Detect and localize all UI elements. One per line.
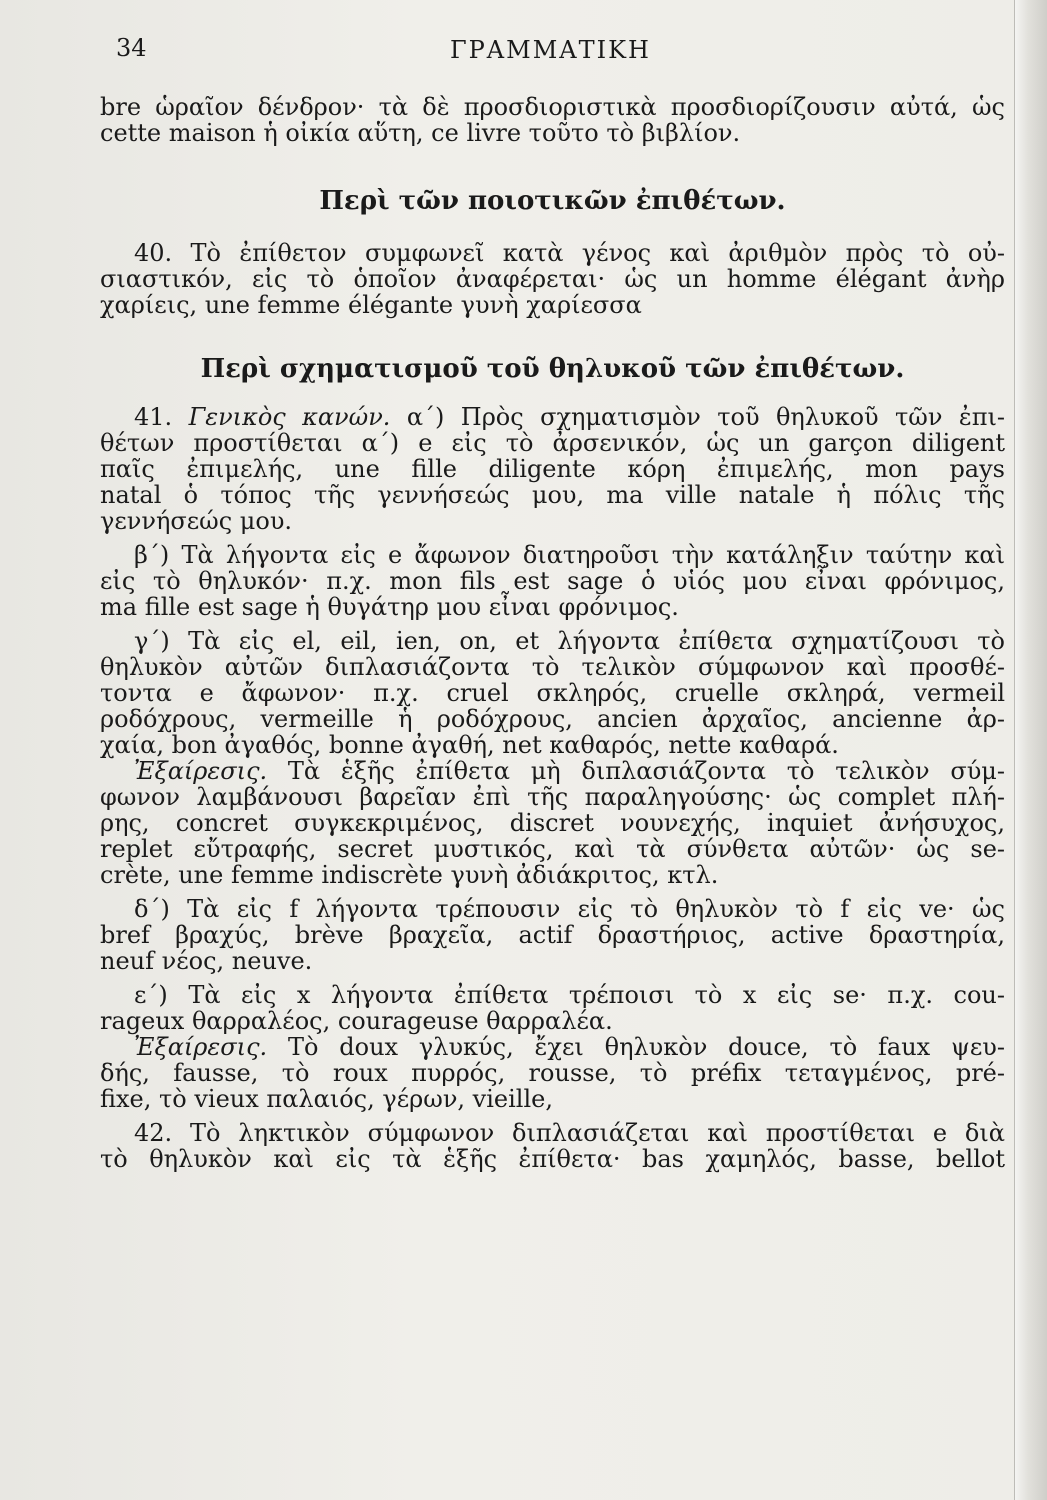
text-line [100,1034,1005,1060]
text-line [100,508,1005,534]
line-text: θηλυκὸν αὐτῶν διπλασιάζοντα τὸ τελικὸν σύμφωνον καὶ προσθέ- [100,653,1005,681]
line-text: 40. Τὸ ἐπίθετον συμφωνεῖ κατὰ γένος καὶ ἀριθμὸν πρὸς τὸ οὐ- [134,239,1005,267]
italic-term: Ἐξαίρεσις. [134,757,268,785]
text-line [100,810,1005,836]
line-text: natal ὁ τόπος τῆς γεννήσεώς μου, ma ville natale ἡ πόλις τῆς [100,481,1005,509]
paragraph-number: 41. [134,403,189,431]
text-line [100,732,1005,758]
line-text: δής, fausse, τὸ roux πυρρός, rousse, τὸ préfix τεταγμένος, pré- [100,1059,1005,1087]
line-text: rageux θαρραλέος, courageuse θαρραλέα. [100,1007,613,1035]
line-text: χαρίεις, une femme élégante γυνὴ χαρίεσσα [100,291,642,319]
text-line [100,922,1005,948]
line-text: crète, une femme indiscrète γυνὴ ἀδιάκριτος, κτλ. [100,861,719,889]
line-text: neuf νέος, neuve. [100,947,313,975]
line-text: σιαστικόν, εἰς τὸ ὁποῖον ἀναφέρεται· ὡς un homme élégant ἀνὴρ [100,265,1005,293]
text-line [100,456,1005,482]
text-line [100,1120,1005,1146]
text-line [100,266,1005,292]
text-line [100,680,1005,706]
line-text: φωνον λαμβάνουσι βαρεῖαν ἐπὶ τῆς παραληγούσης· ὡς complet πλή- [100,783,1005,811]
text-line [100,568,1005,594]
text-line [100,784,1005,810]
section-heading: Περὶ σχηματισμοῦ τοῦ θηλυκοῦ τῶν ἐπιθέτων. [200,354,905,384]
text-line [100,896,1005,922]
text-line [100,482,1005,508]
line-text: τοντα e ἄφωνον· π.χ. cruel σκληρός, cruelle σκληρά, vermeil [100,679,1005,707]
text-line [100,594,1005,620]
page-body [100,94,1005,1172]
text-line [100,542,1005,568]
line-text: ε΄) Τὰ εἰς x λήγοντα ἐπίθετα τρέποισι τὸ x εἰς se· π.χ. cou- [134,981,1005,1009]
italic-term: Ἐξαίρεσις. [134,1033,268,1061]
line-text: replet εὔτραφής, secret μυστικός, καὶ τὰ σύνθετα αὐτῶν· ὡς se- [100,835,1005,863]
line-text: fixe, τὸ vieux παλαιός, γέρων, vieille, [100,1085,553,1113]
line-text: γ΄) Τὰ εἰς el, eil, ien, on, et λήγοντα ἐπίθετα σχηματίζουσι τὸ [134,627,1005,655]
text-line [100,1060,1005,1086]
line-text: cette maison ἡ οἰκία αὕτη, ce livre τοῦτο τὸ βιβλίον. [100,119,741,147]
text-line [100,706,1005,732]
text-line [100,1008,1005,1034]
text-line [100,948,1005,974]
line-text: Τὸ doux γλυκύς, ἔχει θηλυκὸν douce, τὸ faux ψευ- [267,1033,1005,1061]
line-text: 42. Τὸ ληκτικὸν σύμφωνον διπλασιάζεται καὶ προστίθεται e διὰ [134,1119,1005,1147]
text-line [100,862,1005,888]
text-line [100,628,1005,654]
line-text: δ΄) Τὰ εἰς f λήγοντα τρέπουσιν εἰς τὸ θηλυκὸν τὸ f εἰς ve· ὡς [134,895,1005,923]
line-text: ρης, concret συγκεκριμένος, discret νουνεχής, inquiet ἀνήσυχος, [100,809,1005,837]
text-line [100,654,1005,680]
line-text: χαία, bon ἀγαθός, bonne ἀγαθή, net καθαρός, nette καθαρά. [100,731,839,759]
text-line [100,758,1005,784]
italic-term: Γενικὸς κανών. [188,403,391,431]
text-line [100,1086,1005,1112]
line-text: Τὰ ἑξῆς ἐπίθετα μὴ διπλασιάζοντα τὸ τελικὸν σύμ- [267,757,1005,785]
line-text: bref βραχύς, brève βραχεῖα, actif δραστήριος, active δραστηρία, [100,921,1005,949]
section-heading: Περὶ τῶν ποιοτικῶν ἐπιθέτων. [319,186,786,216]
line-text: bre ὡραῖον δένδρον· τὰ δὲ προσδιοριστικὰ προσδιορίζουσιν αὐτά, ὡς [100,93,1005,121]
page-number: 34 [116,34,147,62]
line-text: παῖς ἐπιμελής, une fille diligente κόρη ἐπιμελής, mon pays [100,455,1005,483]
page-header [110,30,1007,70]
line-text: β΄) Τὰ λήγοντα εἰς e ἄφωνον διατηροῦσι τὴν κατάληξιν ταύτην καὶ [134,541,1005,569]
line-text: ma fille est sage ἡ θυγάτηρ μου εἶναι φρόνιμος. [100,593,679,621]
page-edge [1014,0,1047,1500]
line-text: ροδόχρους, vermeille ἡ ροδόχρους, ancien ἀρχαῖος, ancienne ἀρ- [100,705,1005,733]
text-line [100,430,1005,456]
text-line [100,836,1005,862]
line-text: γεννήσεώς μου. [100,507,293,535]
text-line [100,120,1005,146]
text-line [100,292,1005,318]
line-text: θέτων προστίθεται α΄) e εἰς τὸ ἀρσενικόν, ὡς un garçon diligent [100,429,1005,457]
text-line [100,982,1005,1008]
line-text: τὸ θηλυκὸν καὶ εἰς τὰ ἑξῆς ἐπίθετα· bas χαμηλός, basse, bellot [100,1145,1005,1173]
line-text: εἰς τὸ θηλυκόν· π.χ. mon fils est sage ὁ υἱός μου εἶναι φρόνιμος, [100,567,1005,595]
text-line [100,1146,1005,1172]
line-text: α΄) Πρὸς σχηματισμὸν τοῦ θηλυκοῦ τῶν ἐπι- [390,403,1006,431]
text-line [100,240,1005,266]
text-line [100,94,1005,120]
running-head: ΓΡΑΜΜΑΤΙΚΗ [450,36,651,64]
text-line [100,404,1005,430]
